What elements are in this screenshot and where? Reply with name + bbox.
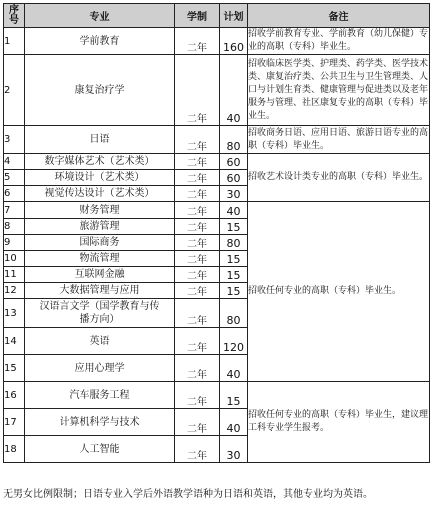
row-note: 招收商务日语、应用日语、旅游日语专业的高职（专科）毕业生。 <box>248 126 430 154</box>
row-years: 二年 <box>175 299 220 328</box>
row-major: 数字媒体艺术（艺术类） <box>25 154 175 170</box>
row-years: 二年 <box>175 55 220 126</box>
row-note: 招收艺术设计类专业的高职（专科）毕业生。 <box>248 154 430 202</box>
row-years: 二年 <box>175 267 220 283</box>
row-major: 物流管理 <box>25 251 175 267</box>
row-plan: 15 <box>220 283 248 299</box>
row-years: 二年 <box>175 409 220 436</box>
row-years: 二年 <box>175 28 220 55</box>
row-no: 1 <box>4 28 25 55</box>
footnote: 无男女比例限制；日语专业入学后外语教学语种为日语和英语，其他专业均为英语。 <box>3 489 373 500</box>
table-header-row <box>4 4 430 28</box>
row-major: 国际商务 <box>25 235 175 251</box>
row-major: 人工智能 <box>25 436 175 463</box>
row-plan: 40 <box>220 55 248 126</box>
row-years: 二年 <box>175 436 220 463</box>
table-row <box>4 55 430 126</box>
row-no: 13 <box>4 299 25 328</box>
row-years: 二年 <box>175 219 220 235</box>
row-years: 二年 <box>175 355 220 382</box>
row-major: 财务管理 <box>25 202 175 219</box>
row-plan: 160 <box>220 28 248 55</box>
table-row <box>4 154 430 170</box>
row-no: 2 <box>4 55 25 126</box>
row-plan: 15 <box>220 219 248 235</box>
row-plan: 60 <box>220 170 248 186</box>
row-no: 4 <box>4 154 25 170</box>
row-no: 14 <box>4 328 25 355</box>
row-no: 18 <box>4 436 25 463</box>
row-no: 5 <box>4 170 25 186</box>
row-major: 视觉传达设计（艺术类） <box>25 186 175 202</box>
row-years: 二年 <box>175 202 220 219</box>
row-no: 9 <box>4 235 25 251</box>
row-major: 旅游管理 <box>25 219 175 235</box>
row-major: 互联网金融 <box>25 267 175 283</box>
row-plan: 120 <box>220 328 248 355</box>
row-note: 招收临床医学类、护理类、药学类、医学技术类、康复治疗类、公共卫生与卫生管理类、人口与计划生育类、健康管理与促进类以及老年服务与管理、社区康复专业的高职（专科）毕业生。 <box>248 55 430 126</box>
row-note: 招收任何专业的高职（专科）毕业生。 <box>248 202 430 382</box>
header-years: 学制 <box>175 4 220 28</box>
row-plan: 60 <box>220 154 248 170</box>
row-plan: 40 <box>220 409 248 436</box>
table-row <box>4 202 430 219</box>
row-years: 二年 <box>175 283 220 299</box>
row-no: 3 <box>4 126 25 154</box>
row-plan: 80 <box>220 126 248 154</box>
row-major: 应用心理学 <box>25 355 175 382</box>
row-no: 12 <box>4 283 25 299</box>
row-plan: 30 <box>220 436 248 463</box>
table-row <box>4 28 430 55</box>
row-plan: 15 <box>220 382 248 409</box>
header-major: 专业 <box>25 4 175 28</box>
row-no: 15 <box>4 355 25 382</box>
header-plan: 计划 <box>220 4 248 28</box>
header-note: 备注 <box>248 4 430 28</box>
row-major: 环境设计（艺术类） <box>25 170 175 186</box>
row-years: 二年 <box>175 186 220 202</box>
row-no: 8 <box>4 219 25 235</box>
row-no: 16 <box>4 382 25 409</box>
row-major: 汽车服务工程 <box>25 382 175 409</box>
row-plan: 15 <box>220 267 248 283</box>
enrollment-plan-table <box>3 3 430 463</box>
row-plan: 80 <box>220 299 248 328</box>
row-years: 二年 <box>175 154 220 170</box>
row-no: 10 <box>4 251 25 267</box>
row-plan: 30 <box>220 186 248 202</box>
row-plan: 40 <box>220 202 248 219</box>
row-major: 计算机科学与技术 <box>25 409 175 436</box>
row-major: 日语 <box>25 126 175 154</box>
table-row <box>4 382 430 409</box>
row-plan: 15 <box>220 251 248 267</box>
row-plan: 80 <box>220 235 248 251</box>
row-years: 二年 <box>175 251 220 267</box>
row-years: 二年 <box>175 126 220 154</box>
row-years: 二年 <box>175 382 220 409</box>
header-no: 序 号 <box>4 4 25 28</box>
row-major: 英语 <box>25 328 175 355</box>
row-major: 学前教育 <box>25 28 175 55</box>
row-plan: 40 <box>220 355 248 382</box>
row-years: 二年 <box>175 170 220 186</box>
row-years: 二年 <box>175 328 220 355</box>
row-note: 招收任何专业的高职（专科）毕业生，建议理工科专业学生报考。 <box>248 382 430 463</box>
table-row <box>4 126 430 154</box>
row-major: 大数据管理与应用 <box>25 283 175 299</box>
row-major: 汉语言文学（国学教育与传播方向） <box>25 299 175 328</box>
row-no: 7 <box>4 202 25 219</box>
row-years: 二年 <box>175 235 220 251</box>
row-major: 康复治疗学 <box>25 55 175 126</box>
row-note: 招收学前教育专业、学前教育（幼儿保健）专业的高职（专科）毕业生。 <box>248 28 430 55</box>
row-no: 6 <box>4 186 25 202</box>
row-no: 17 <box>4 409 25 436</box>
row-no: 11 <box>4 267 25 283</box>
